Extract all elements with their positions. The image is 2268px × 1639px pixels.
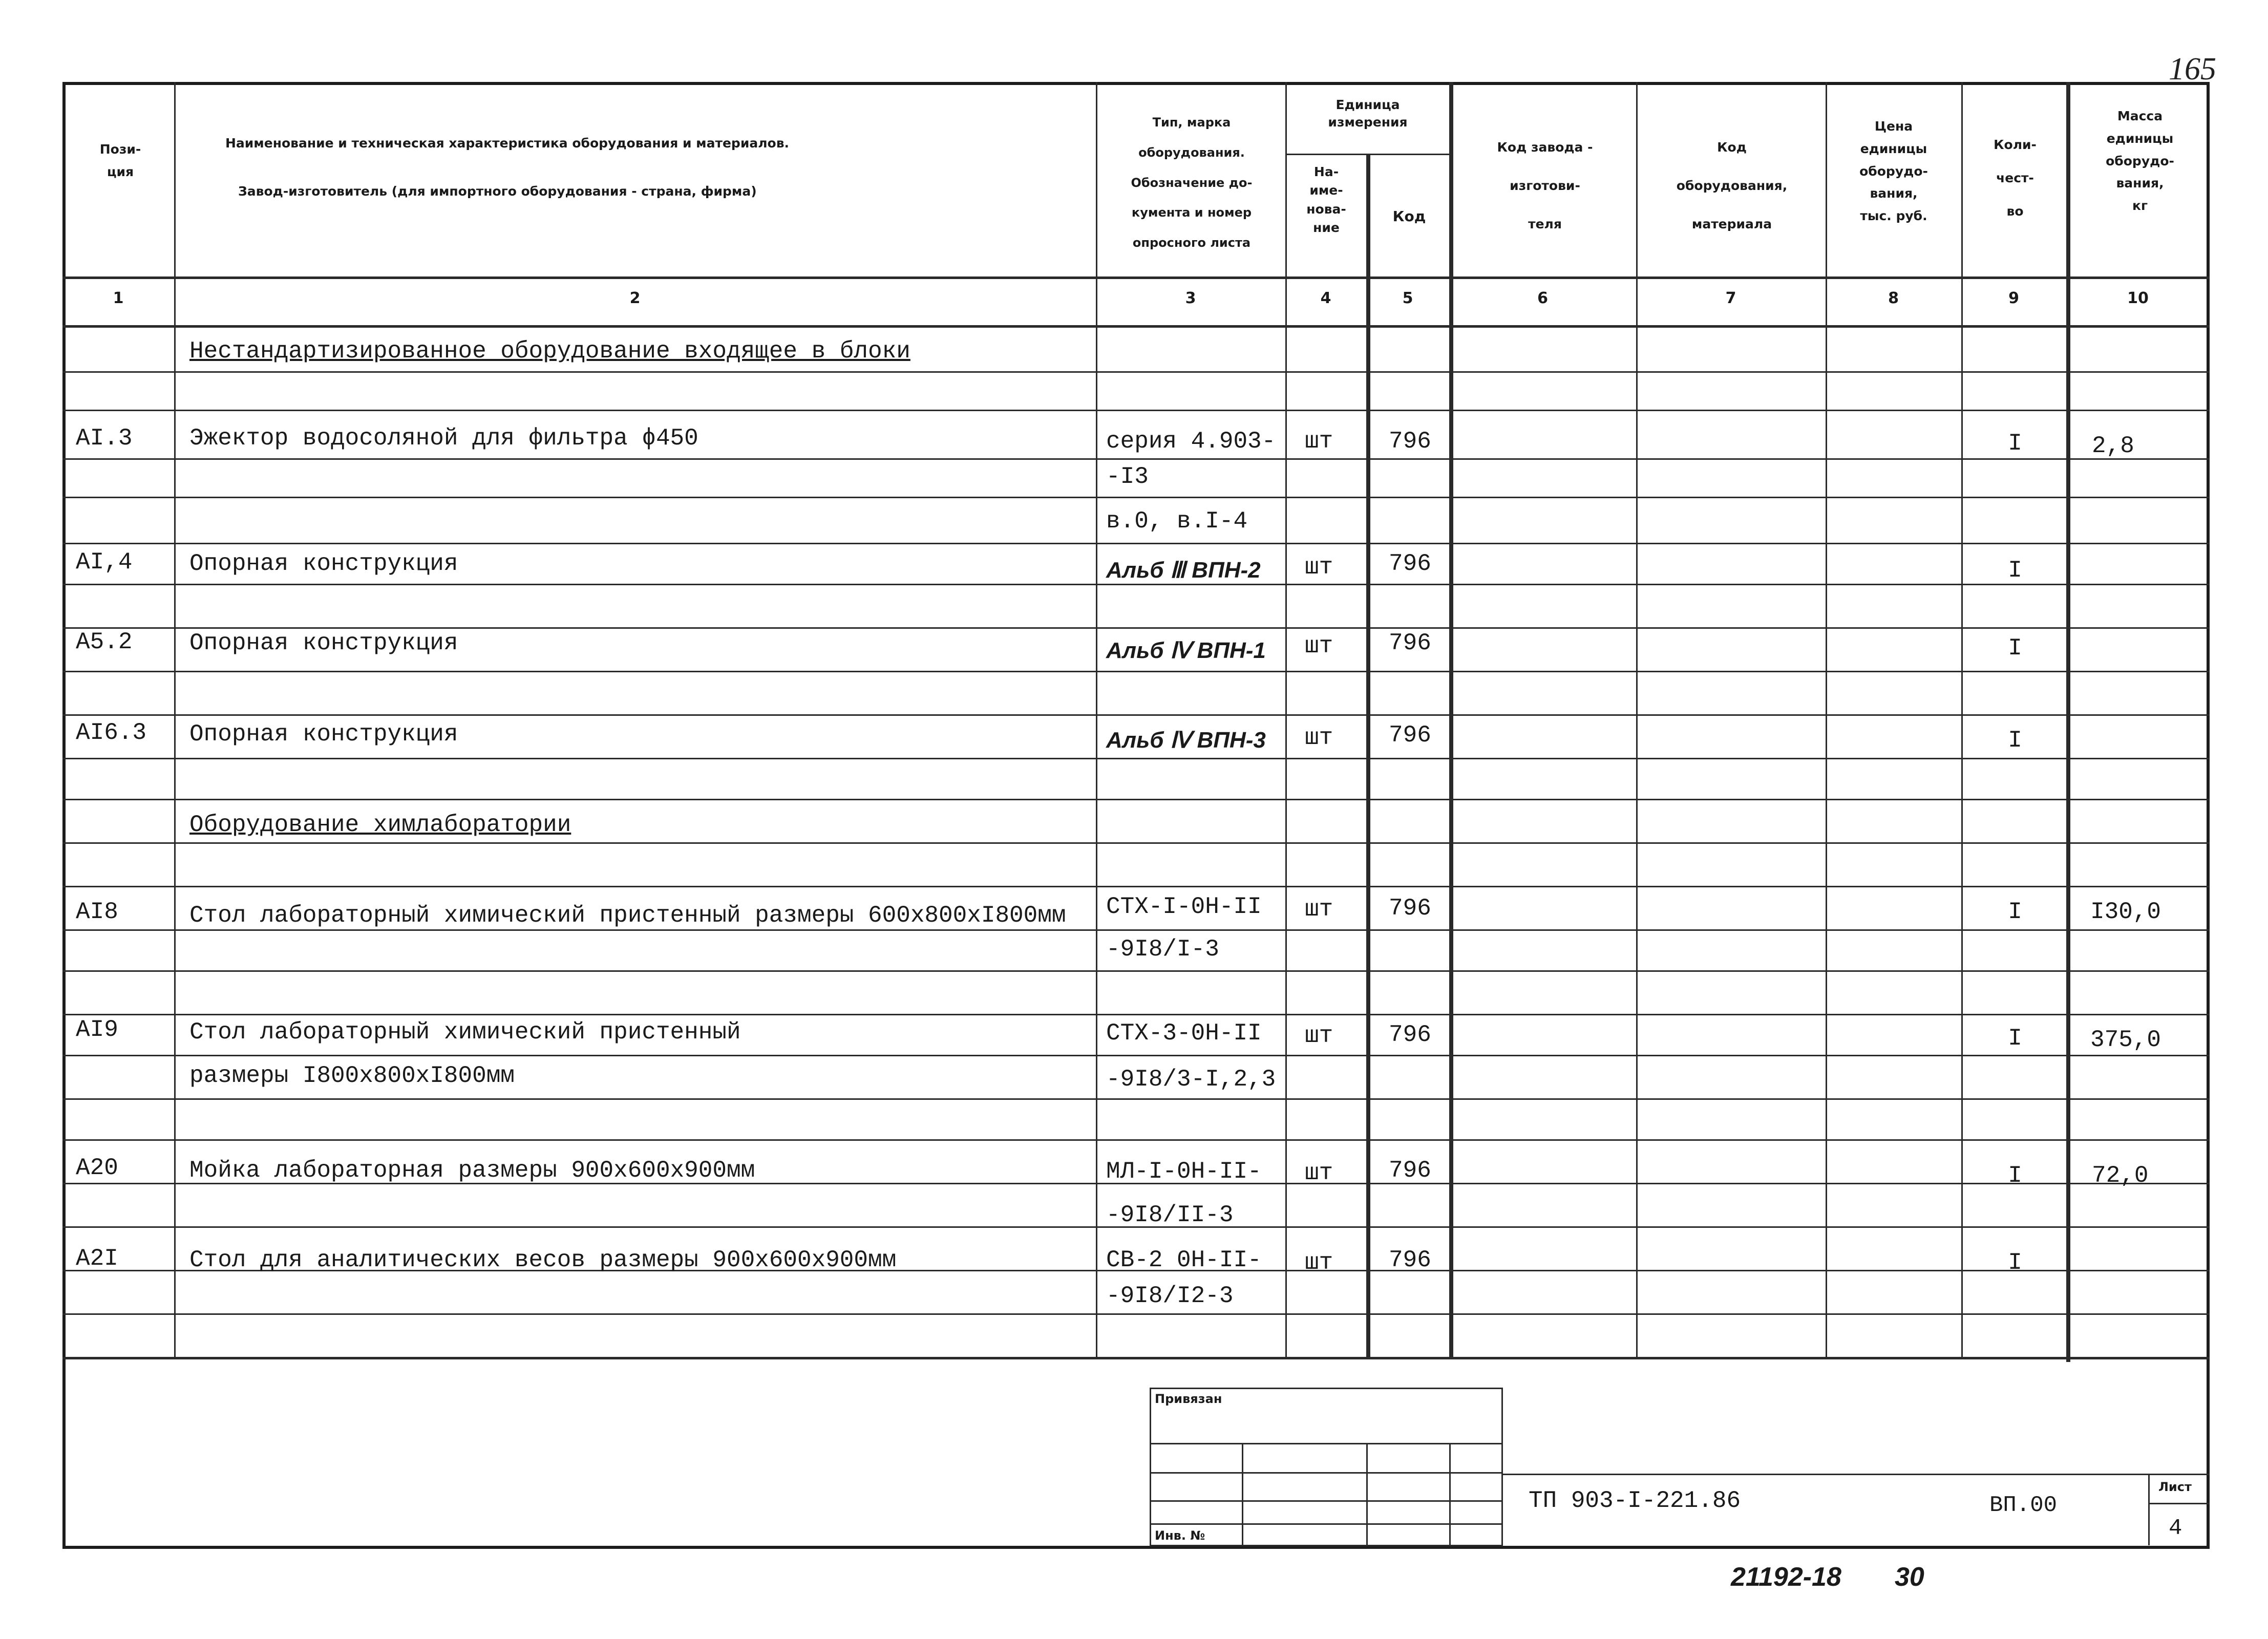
row-rule (62, 627, 2210, 629)
row-rule (62, 1014, 2210, 1015)
row-name: Стол лабораторный химический пристенный (189, 1019, 741, 1046)
row-code: 796 (1389, 1021, 1431, 1048)
colnum: 10 (2127, 289, 2149, 307)
row-quantity: I (2008, 727, 2022, 754)
row-rule (62, 584, 2210, 585)
row-position: AI8 (76, 899, 118, 925)
row-name: Опорная конструкция (189, 721, 458, 748)
header-mass: Масса единицы оборудо- вания, кг (2106, 109, 2174, 213)
row-quantity: I (2008, 635, 2022, 662)
stamp-inv-no: Инв. № (1155, 1528, 1205, 1543)
row-mass: 375,0 (2090, 1027, 2161, 1053)
row-type: -9I8/3-I,2,3 (1106, 1066, 1276, 1093)
row-position: AI.3 (76, 425, 133, 452)
row-name: Опорная конструкция (189, 630, 458, 656)
col-rule (1366, 154, 1370, 1357)
row-position: AI9 (76, 1016, 118, 1043)
stamp-sheet-label: Лист (2158, 1480, 2192, 1494)
row-type: Альб Ⅳ ВПН-1 (1106, 638, 1266, 663)
section-title: Оборудование химлаборатории (189, 812, 571, 838)
header-equipment-code: Код оборудования, материала (1676, 140, 1788, 231)
row-name: Опорная конструкция (189, 550, 458, 577)
row-type: -9I8/I-3 (1106, 936, 1219, 963)
colnum: 2 (629, 289, 641, 307)
row-quantity: I (2008, 1025, 2022, 1052)
row-rule (62, 371, 2210, 373)
colnum: 5 (1402, 289, 1413, 307)
row-unit: шт (1305, 1023, 1333, 1049)
col-rule (1096, 82, 1097, 1357)
col-rule (1636, 82, 1638, 1357)
row-name: Эжектор водосоляной для фильтра ϕ450 (189, 425, 698, 452)
stamp-privyazan: Привязан (1155, 1392, 1222, 1406)
col-rule (174, 82, 176, 1357)
row-code: 796 (1389, 1157, 1431, 1184)
row-rule (62, 1098, 2210, 1100)
row-quantity: I (2008, 1249, 2022, 1276)
sheet-mark: 165 (2169, 52, 2216, 87)
row-position: A5.2 (76, 629, 133, 655)
colnum: 9 (2008, 289, 2019, 307)
row-type: серия 4.903- (1106, 428, 1276, 455)
row-rule (62, 714, 2210, 716)
row-code: 796 (1389, 895, 1431, 922)
row-name: Мойка лабораторная размеры 900x600x900мм (189, 1157, 755, 1184)
row-type: Альб Ⅳ ВПН-3 (1106, 728, 1266, 753)
row-type: -9I8/II-3 (1106, 1202, 1234, 1228)
row-rule (62, 758, 2210, 759)
colnum: 6 (1537, 289, 1548, 307)
row-mass: 72,0 (2092, 1162, 2149, 1189)
header-unit-group: Единица измерения (1328, 97, 1408, 130)
col-rule (2066, 82, 2070, 1362)
row-rule (62, 671, 2210, 672)
row-name: Стол для аналитических весов размеры 900x600x900мм (189, 1247, 897, 1273)
stamp-rule (1449, 1443, 1451, 1545)
colnum-bottom-rule (62, 325, 2210, 328)
row-type: СТХ-I-0Н-II (1106, 893, 1262, 920)
row-code: 796 (1389, 722, 1431, 749)
stamp-sheet-number: 4 (2169, 1516, 2182, 1541)
title-strip-rule (2148, 1474, 2150, 1545)
row-rule (62, 543, 2210, 544)
table-bottom-rule (62, 1357, 2210, 1359)
row-rule (62, 410, 2210, 411)
row-code: 796 (1389, 550, 1431, 577)
row-rule (62, 497, 2210, 498)
col-rule (1826, 82, 1827, 1357)
page-number: 30 (1895, 1562, 1924, 1592)
header-name-line2: Завод-изготовитель (для импортного оборудования - страна, фирма) (238, 184, 757, 199)
row-unit: шт (1305, 725, 1333, 751)
row-rule (62, 1139, 2210, 1141)
header-factory-code: Код завода - изготови- теля (1497, 140, 1593, 231)
header-unit-name: На- име- нова- ние (1306, 164, 1346, 235)
row-unit: шт (1305, 633, 1333, 659)
header-name-line1: Наименование и техническая характеристика оборудования и материалов. (225, 136, 790, 151)
row-unit: шт (1305, 428, 1333, 455)
row-rule (62, 842, 2210, 844)
row-position: A2I (76, 1245, 118, 1272)
row-code: 796 (1389, 1247, 1431, 1273)
stamp-rule (1366, 1443, 1368, 1545)
row-unit: шт (1305, 554, 1333, 581)
row-rule (62, 799, 2210, 800)
header-type: Тип, марка оборудования. Обозначение до- кумента и номер опросного листа (1131, 115, 1253, 250)
row-name: размеры I800x800xI800мм (189, 1062, 515, 1089)
row-quantity: I (2008, 557, 2022, 584)
header-position: Пози- ция (99, 142, 141, 179)
row-mass: I30,0 (2090, 899, 2161, 925)
row-name: Стол лабораторный химический пристенный размеры 600x800xI800мм (189, 902, 1066, 929)
header-bottom-rule (62, 276, 2210, 279)
col-rule (1285, 82, 1287, 1357)
row-position: AI,4 (76, 549, 133, 576)
row-type: МЛ-I-0Н-II- (1106, 1158, 1262, 1185)
row-rule (62, 458, 2210, 460)
row-quantity: I (2008, 1162, 2022, 1189)
row-position: A20 (76, 1155, 118, 1181)
row-unit: шт (1305, 1249, 1333, 1276)
row-quantity: I (2008, 430, 2022, 457)
header-price: Цена единицы оборудо- вания, тыс. руб. (1859, 119, 1928, 223)
row-type: -I3 (1106, 463, 1149, 490)
row-type: СТХ-3-0Н-II (1106, 1020, 1262, 1047)
title-strip-rule (1503, 1474, 2210, 1475)
colnum: 8 (1888, 289, 1899, 307)
col-rule (1961, 82, 1963, 1357)
row-unit: шт (1305, 1160, 1333, 1186)
row-rule (62, 929, 2210, 931)
colnum: 7 (1725, 289, 1736, 307)
row-type: СВ-2 0Н-II- (1106, 1247, 1262, 1273)
row-type: -9I8/I2-3 (1106, 1283, 1234, 1309)
row-code: 796 (1389, 428, 1431, 455)
title-strip-rule (2148, 1503, 2210, 1504)
row-type: Альб Ⅲ ВПН-2 (1106, 558, 1261, 583)
row-quantity: I (2008, 899, 2022, 925)
row-code: 796 (1389, 630, 1431, 656)
archive-number: 21192-18 (1731, 1562, 1841, 1592)
row-unit: шт (1305, 896, 1333, 923)
stamp-section-code: ВП.00 (1989, 1493, 2058, 1518)
row-position: AI6.3 (76, 719, 147, 746)
colnum: 4 (1320, 289, 1331, 307)
row-type: в.0, в.I-4 (1106, 508, 1248, 535)
row-rule (62, 1313, 2210, 1315)
row-rule (62, 1055, 2210, 1056)
header-quantity: Коли- чест- во (1994, 137, 2037, 219)
stamp-rule (1242, 1443, 1243, 1545)
row-rule (62, 970, 2210, 972)
colnum: 1 (113, 289, 124, 307)
header-unit-code: Код (1392, 208, 1426, 225)
section-title: Нестандартизированное оборудование входящее в блоки (189, 338, 910, 365)
stamp-doc-code: ТП 903-I-221.86 (1529, 1487, 1741, 1514)
row-rule (62, 886, 2210, 887)
col-rule (1449, 82, 1453, 1357)
row-mass: 2,8 (2092, 433, 2134, 459)
colnum: 3 (1185, 289, 1196, 307)
